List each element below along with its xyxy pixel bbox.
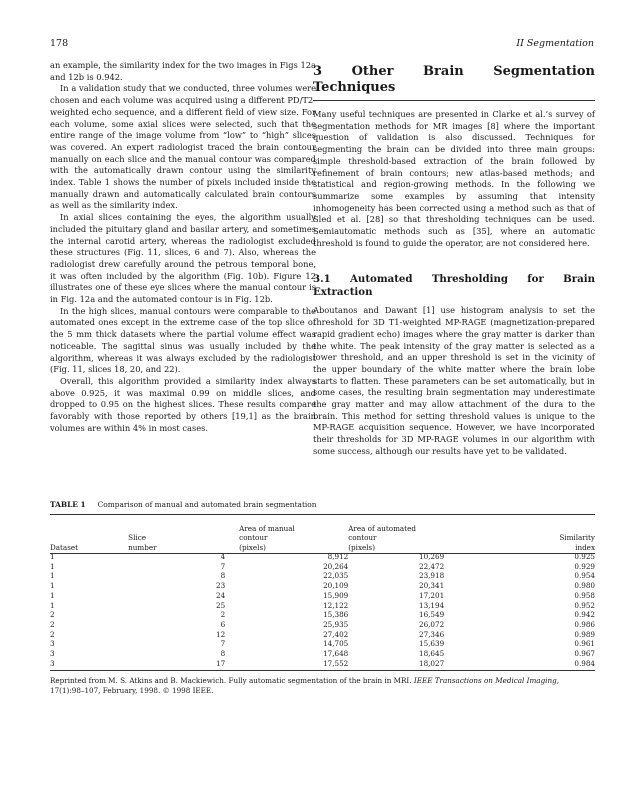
paragraph: Overall, this algorithm provided a similarity index always above 0.925, it was maximal 0.99 on middle slices, and dropped to 0.95 on the highest slices. These results compare favorably with those reported by others [19,1] as the brain volumes are within 4% in most cases. [50, 375, 316, 433]
table-row [50, 571, 595, 581]
cell-automated-area: 22,472 [419, 561, 445, 571]
cell-automated-area: 17,201 [419, 590, 445, 600]
cell-dataset: 3 [50, 639, 55, 649]
cell-automated-area: 10,269 [419, 552, 445, 561]
cell-slice-number: 7 [220, 561, 226, 571]
cell-slice-number: 23 [216, 581, 226, 591]
paragraph: an example, the similarity index for the two images in Figs 12a and 12b is 0.942. [50, 60, 316, 82]
cell-similarity-index: 0.958 [574, 590, 595, 600]
cell-automated-area: 15,639 [419, 639, 445, 649]
right-column [313, 60, 595, 458]
cell-similarity-index: 0.989 [574, 629, 595, 639]
cell-dataset: 1 [50, 571, 55, 581]
table-top-rule [50, 514, 595, 515]
paragraph: Many useful techniques are presented in Clarke et al.’s survey of segmentation methods for MR images [8] where the important question of validation is also discussed. Techniques for segmenting the brain can be divided into three main groups: simple threshold-based extraction of the brain followed by refinement of brain contours; new atlas-based methods; and statistical and region-growing methods. In the following we summarize some examples by assuming that intensity inhomogeneity has been corrected using a method such as that of Sled et al. [28] so that thresholding techniques can be used. Semiautomatic methods such as [35], where an automatic threshold is found to guide the operator, are not considered here. [313, 109, 595, 248]
table-caption-text: Comparison of manual and automated brain segmentation [97, 500, 317, 509]
col-header-manual-area: Area of manual contour (pixels) [239, 523, 295, 552]
table-row [50, 630, 595, 640]
cell-automated-area: 18,027 [419, 658, 445, 668]
table-row [50, 639, 595, 649]
cell-dataset: 1 [50, 561, 55, 571]
cell-slice-number: 4 [220, 552, 226, 561]
page-number: 178 [50, 38, 69, 49]
table-row [50, 601, 595, 611]
table-row [50, 649, 595, 659]
table-body [50, 552, 595, 668]
table-row [50, 581, 595, 591]
cell-manual-area: 12,122 [323, 600, 349, 610]
cell-slice-number: 6 [220, 619, 226, 629]
cell-dataset: 3 [50, 658, 55, 668]
col-header-slice: Slice number [128, 533, 157, 552]
cell-slice-number: 25 [216, 600, 226, 610]
paragraph: In axial slices containing the eyes, the algorithm usually included the pituitary gland and basilar artery, and sometimes the internal carotid artery, whereas the radiologist excluded these structures (Fig. 11, slices, 6 and 7). Also, whereas the radiologist drew carefully around the petrous temporal bone, it was often included by the algorithm (Fig. 10b). Figure 12 illustrates one of these eye slices where the manual contour is in Fig. 12a and the automated contour is in Fig. 12b. [50, 212, 316, 305]
cell-similarity-index: 0.942 [574, 610, 595, 620]
paragraph: In the high slices, manual contours were comparable to the automated ones except in the extreme case of the top slice of the 5 mm thick datasets where the partial volume effect was noticeable. The sagittal sinus was usually included by the algorithm, whereas it was always excluded by the radiologist (Fig. 11, slices 18, 20, and 22). [50, 305, 316, 375]
cell-dataset: 3 [50, 649, 55, 659]
cell-automated-area: 18,645 [419, 649, 445, 659]
table-caption [50, 500, 316, 509]
cell-similarity-index: 0.984 [574, 658, 595, 668]
paragraph: Aboutanos and Dawant [1] use histogram analysis to set the threshold for 3D T1-weighted MP-RAGE (magnetization-prepared rapid gradient echo) images where the gray matter is darker than the white. The peak intensity of the gray matter is selected as a lower threshold, and an upper threshold is set in the vicinity of the upper boundary of the white matter where the brain lobe starts to flatten. These parameters can be set automatically, but in some cases, the resulting brain segmentation may underestimate the gray matter and may allow attachment of the dura to the brain. This method for setting threshold values is unique to the MP-RAGE acquisition sequence. However, we have incorporated their thresholds for 3D MP-RAGE volumes in our algorithm with some success, although our results have yet to be validated. [313, 305, 595, 456]
table-header-rule [50, 553, 595, 554]
cell-manual-area: 17,552 [323, 658, 349, 668]
cell-slice-number: 2 [220, 610, 226, 620]
cell-similarity-index: 0.925 [574, 552, 595, 561]
col-header-similarity: Similarity index [559, 533, 595, 552]
cell-manual-area: 20,264 [323, 561, 349, 571]
table-row [50, 610, 595, 620]
cell-manual-area: 17,648 [323, 649, 349, 659]
table-row [50, 620, 595, 630]
cell-dataset: 2 [50, 619, 55, 629]
cell-manual-area: 20,109 [323, 581, 349, 591]
cell-slice-number: 7 [220, 639, 226, 649]
table-row [50, 562, 595, 572]
col-header-dataset: Dataset [50, 542, 79, 552]
cell-manual-area: 8,912 [327, 552, 349, 561]
cell-dataset: 1 [50, 590, 55, 600]
cell-manual-area: 14,705 [323, 639, 349, 649]
table-row [50, 591, 595, 601]
cell-dataset: 2 [50, 629, 55, 639]
cell-automated-area: 27,346 [419, 629, 445, 639]
cell-manual-area: 25,935 [323, 619, 349, 629]
cell-slice-number: 12 [216, 629, 226, 639]
cell-similarity-index: 0.961 [574, 639, 595, 649]
cell-automated-area: 13,194 [419, 600, 445, 610]
cell-slice-number: 17 [216, 658, 226, 668]
paragraph: In a validation study that we conducted, three volumes were chosen and each volume was acquired using a different PD/T2-weighted echo sequence, and a different field of view size. For each volume, some axial slices were selected, such that the entire range of the image volume from “low” to “high” slices was covered. An expert radiologist traced the brain contour manually on each slice and the manual contour was compared with the automatically drawn contour using the similarity index. Table 1 shows the number of pixels included inside the manually drawn and automatically calculated brain contours as well as the similarity index. [50, 83, 316, 211]
cell-manual-area: 22,035 [323, 571, 349, 581]
cell-slice-number: 24 [216, 590, 226, 600]
table-bottom-rule [50, 670, 595, 671]
cell-manual-area: 27,402 [323, 629, 349, 639]
cell-similarity-index: 0.967 [574, 649, 595, 659]
table-label: TABLE 1 [50, 500, 86, 509]
section-heading: 3 Other Brain Segmentation Techniques [313, 64, 595, 101]
table-row [50, 659, 595, 669]
cell-similarity-index: 0.986 [574, 619, 595, 629]
cell-dataset: 1 [50, 552, 55, 561]
cell-manual-area: 15,386 [323, 610, 349, 620]
subsection-heading: 3.1 Automated Thresholding for Brain Extraction [313, 273, 595, 299]
cell-automated-area: 26,072 [419, 619, 445, 629]
cell-similarity-index: 0.929 [574, 561, 595, 571]
cell-dataset: 2 [50, 610, 55, 620]
cell-automated-area: 23,918 [419, 571, 445, 581]
cell-automated-area: 16,549 [419, 610, 445, 620]
cell-manual-area: 15,909 [323, 590, 349, 600]
col-header-automated-area: Area of automated contour (pixels) [348, 523, 416, 552]
cell-dataset: 1 [50, 600, 55, 610]
table-header-row [50, 519, 595, 552]
left-column [50, 60, 316, 435]
cell-slice-number: 8 [220, 571, 226, 581]
table-source-note: Reprinted from M. S. Atkins and B. Mackiewich. Fully automatic segmentation of the brain in MRI. IEEE Transactions on Medical Imaging, 17(1):98–107, February, 1998. © 1998 IEEE. [50, 676, 559, 695]
cell-automated-area: 20,341 [419, 581, 445, 591]
running-section-title: II Segmentation [516, 38, 594, 49]
cell-similarity-index: 0.980 [574, 581, 595, 591]
cell-similarity-index: 0.954 [574, 571, 595, 581]
cell-slice-number: 8 [220, 649, 226, 659]
data-table [50, 519, 595, 668]
cell-dataset: 1 [50, 581, 55, 591]
running-header [50, 38, 594, 52]
cell-similarity-index: 0.952 [574, 600, 595, 610]
